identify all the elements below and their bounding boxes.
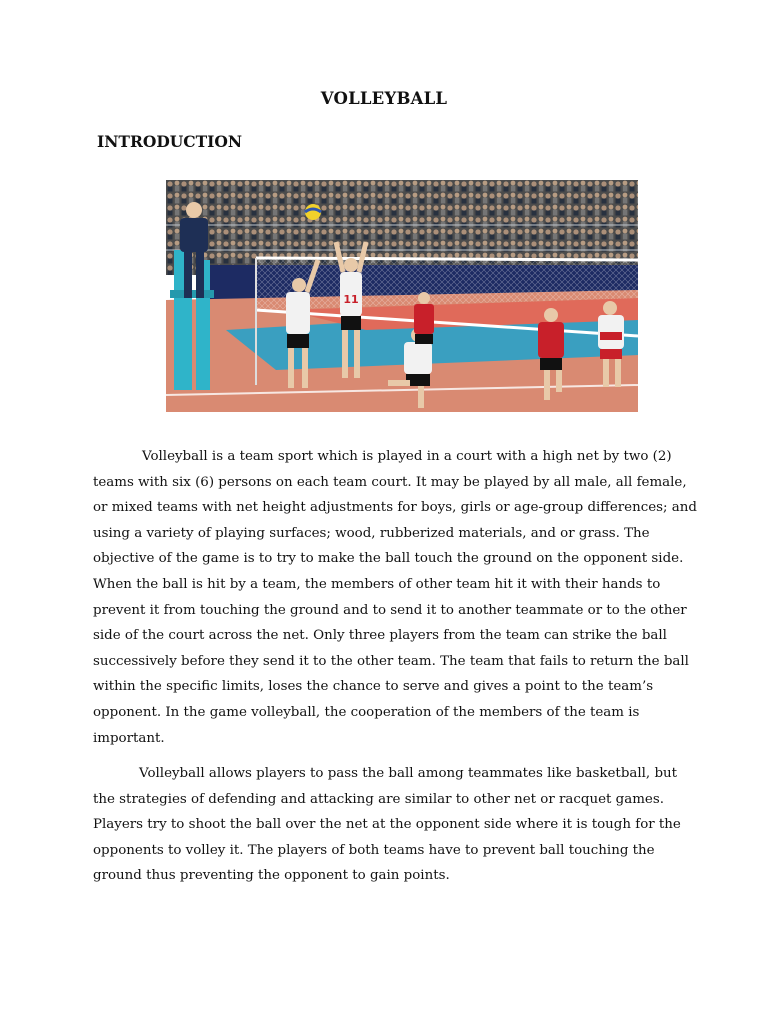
text-line: within the specific limits, loses the chance to serve and gives a point to the team’s [93,679,654,695]
text-line: successively before they send it to the other team. The team that fails to return the ball [93,653,689,669]
text-line: ground thus preventing the opponent to gain points. [93,868,450,884]
text-line: objective of the game is to try to make the ball touch the ground on the opponent side. [93,551,684,567]
text-line: Volleyball allows players to pass the ball among teammates like basketball, but [139,766,678,781]
text-line: important. [93,730,165,746]
document-title: VOLLEYBALL [320,89,448,108]
jersey-number: 11 [343,293,359,306]
text-line: the strategies of defending and attacking are similar to other net or racquet games. [93,791,664,807]
text-line: Players try to shoot the ball over the net at the opponent side where it is tough for the [93,817,681,833]
text-line: prevent it from touching the ground and to send it to another teammate or to the other [93,602,687,618]
text-line: opponent. In the game volleyball, the cooperation of the members of the team is [93,704,640,720]
text-line: When the ball is hit by a team, the members of other team hit it with their hands to [93,576,661,592]
paragraph-1 [93,444,697,751]
text-line: or mixed teams with net height adjustments for boys, girls or age-group differences; and [93,500,697,516]
text-line: using a variety of playing surfaces; wood, rubberized materials, and or grass. The [93,525,650,541]
text-line: teams with six (6) persons on each team court. It may be played by all male, all female, [93,474,687,490]
paragraph-2 [93,761,683,889]
section-heading: INTRODUCTION [97,132,243,151]
text-line: Volleyball is a team sport which is played in a court with a high net by two (2) [142,449,672,464]
text-line: opponents to volley it. The players of both teams have to prevent ball touching the [93,842,655,858]
text-line: side of the court across the net. Only three players from the team can strike the ball [93,628,667,644]
volleyball-photo [166,180,638,412]
